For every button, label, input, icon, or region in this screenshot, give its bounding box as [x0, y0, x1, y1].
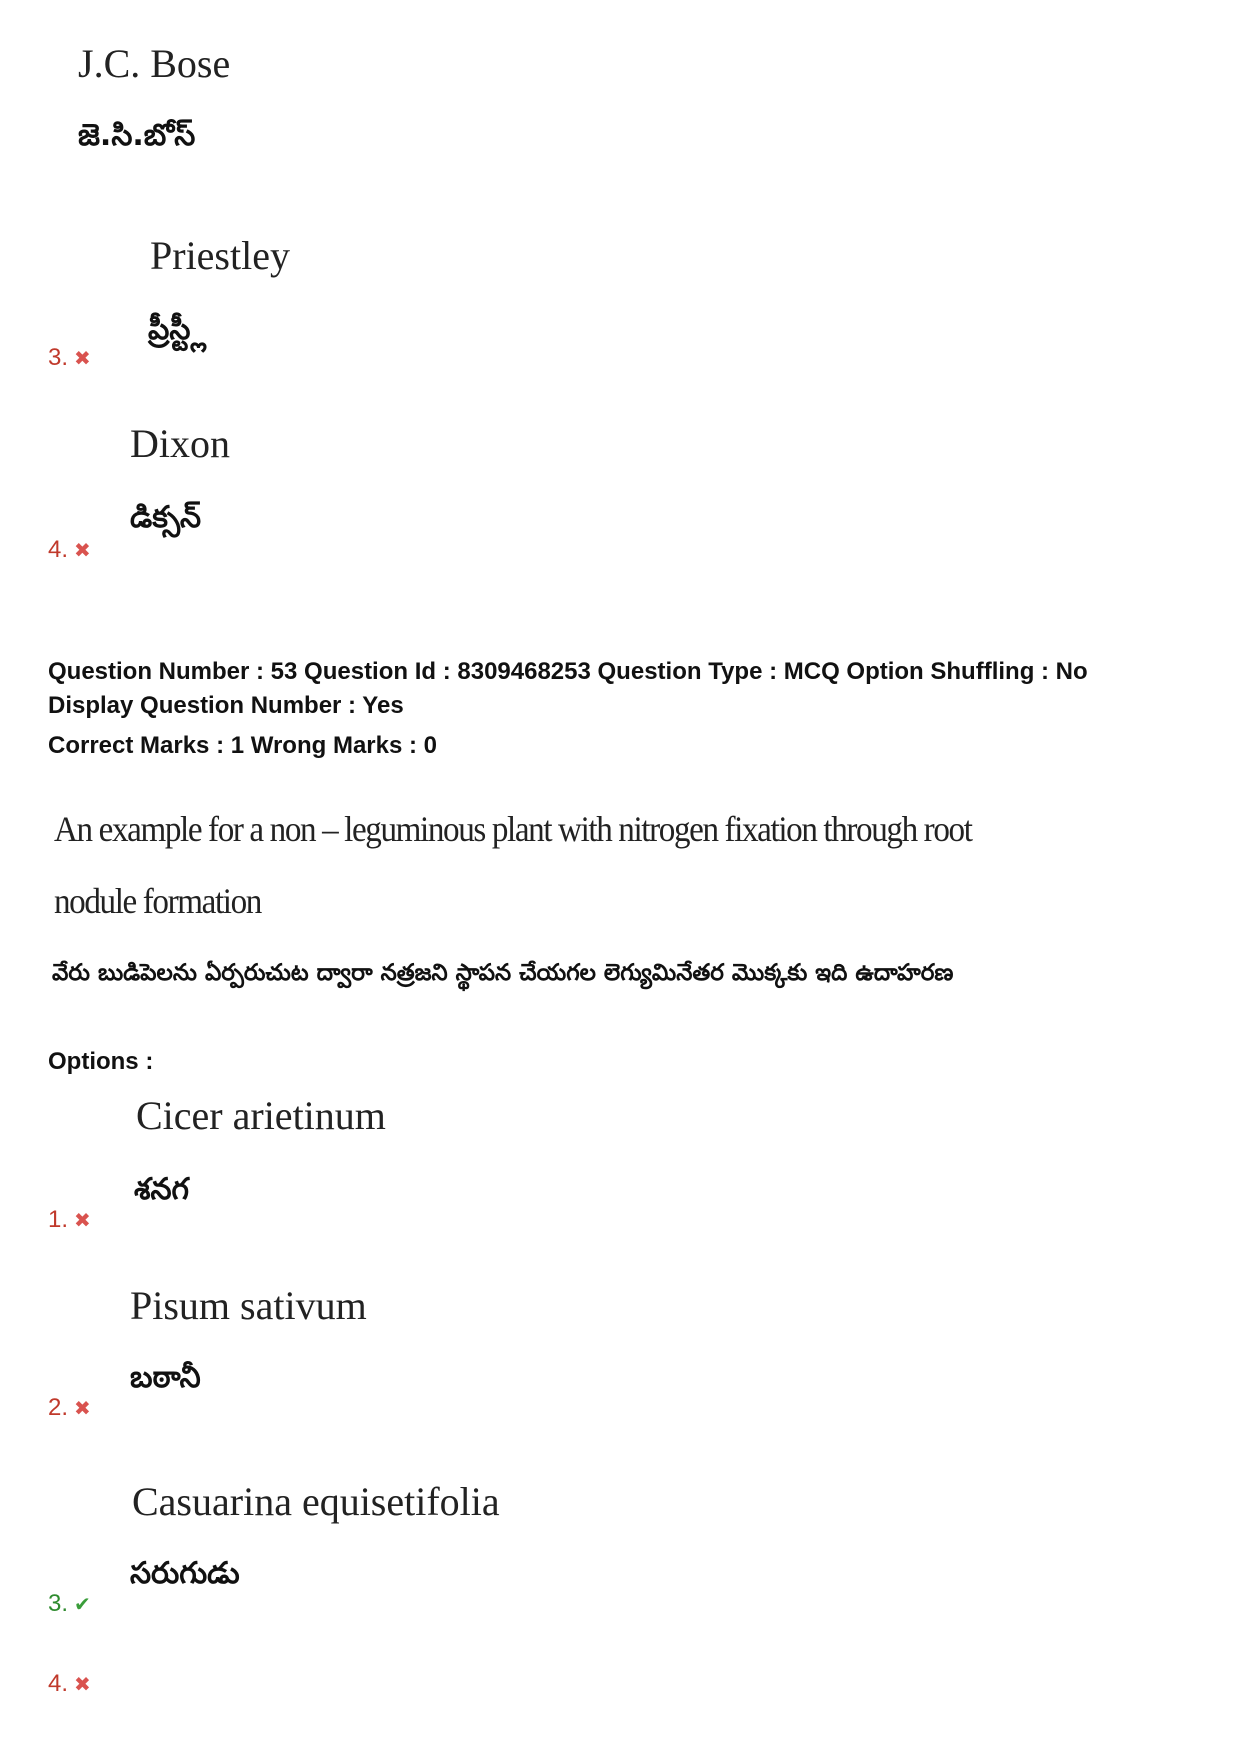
option-te: బఠానీ	[130, 1360, 201, 1395]
options-label: Options :	[48, 1048, 154, 1075]
cross-icon: ✖	[74, 346, 91, 370]
prev-option-number	[48, 344, 91, 372]
option-number: 3.	[48, 344, 69, 371]
prev-option-te: జె.సి.బోస్	[78, 118, 196, 153]
option-3	[48, 1590, 91, 1618]
option-1	[48, 1206, 91, 1234]
question-meta-line3: Correct Marks : 1 Wrong Marks : 0	[48, 732, 438, 759]
question-meta-line1: Question Number : 53 Question Id : 8309468253 Question Type : MCQ Option Shuffling : No	[48, 658, 1088, 685]
prev-option-number	[48, 536, 91, 564]
option-number: 4.	[48, 536, 69, 563]
prev-option-en: Priestley	[150, 233, 290, 278]
option-number: 4.	[48, 1670, 69, 1697]
cross-icon: ✖	[74, 1208, 91, 1232]
question-text-en-line2: nodule formation	[54, 881, 261, 921]
option-en: Pisum sativum	[130, 1283, 367, 1328]
cross-icon: ✖	[74, 1672, 91, 1696]
question-text-en-line1: An example for a non – leguminous plant with nitrogen fixation through root	[54, 809, 972, 849]
question-meta-line2: Display Question Number : Yes	[48, 692, 404, 719]
option-4	[48, 1670, 91, 1698]
check-icon: ✔	[74, 1592, 91, 1616]
option-te: సరుగుడు	[130, 1556, 240, 1591]
prev-option-en: J.C. Bose	[78, 41, 231, 86]
option-2	[48, 1394, 91, 1422]
option-number: 2.	[48, 1394, 69, 1421]
prev-option-te: ప్రీస్ట్లీ	[148, 312, 207, 347]
option-te: శనగ	[134, 1172, 190, 1207]
option-number: 1.	[48, 1206, 69, 1233]
cross-icon: ✖	[74, 1396, 91, 1420]
option-en: Cicer arietinum	[136, 1093, 386, 1138]
prev-option-te: డిక్సన్	[130, 500, 202, 535]
option-en: Casuarina equisetifolia	[132, 1479, 500, 1524]
prev-option-en: Dixon	[130, 421, 230, 466]
option-number: 3.	[48, 1590, 69, 1617]
cross-icon: ✖	[74, 538, 91, 562]
question-text-te: వేరు బుడిపెలను ఏర్పరుచుట ద్వారా నత్రజని స్థాపన చేయగల లెగ్యుమినేతర మొక్కకు ఇది ఉదాహరణ	[52, 960, 954, 986]
